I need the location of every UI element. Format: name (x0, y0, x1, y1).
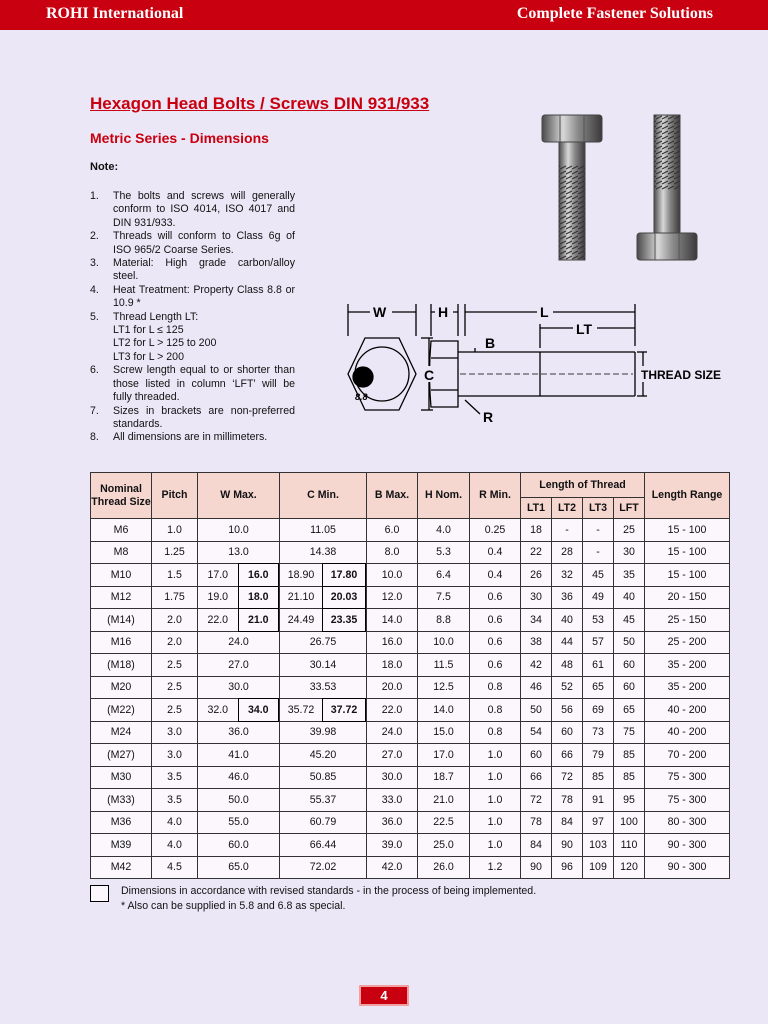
table-row (91, 811, 730, 834)
cell-size: M10 (91, 564, 152, 587)
dimensions-table (90, 472, 730, 879)
cell-h: 5.3 (418, 541, 470, 564)
drawing-label-l: L (540, 304, 549, 320)
cell-pitch: 2.5 (152, 654, 198, 677)
cell-pitch: 2.5 (152, 676, 198, 699)
cell-range: 15 - 100 (645, 519, 730, 542)
cell-r: 1.0 (470, 766, 521, 789)
note-text: Sizes in brackets are non-preferred standards. (113, 404, 295, 430)
revised-value: 21.0 (238, 608, 280, 632)
note-text: Threads will conform to Class 6g of ISO 965/2 Coarse Series. (113, 230, 295, 256)
cell-lt3: 73 (583, 721, 614, 744)
cell-size: M12 (91, 586, 152, 609)
cell-c: 26.75 (280, 631, 367, 654)
cell-w: 24.0 (198, 631, 280, 654)
cell-size: (M33) (91, 789, 152, 812)
table-row (91, 744, 730, 767)
cell-b: 18.0 (367, 654, 418, 677)
cell-lft: 85 (614, 744, 645, 767)
cell-c: 39.98 (280, 721, 367, 744)
cell-lt2: 60 (552, 721, 583, 744)
cell-lft: 75 (614, 721, 645, 744)
cell-range: 70 - 200 (645, 744, 730, 767)
cell-size: (M27) (91, 744, 152, 767)
cell-w: 36.0 (198, 721, 280, 744)
cell-r: 0.8 (470, 699, 521, 722)
header-w: W Max. (198, 473, 280, 519)
table-row (91, 699, 730, 722)
cell-lt1: 30 (521, 586, 552, 609)
cell-lt2: 44 (552, 631, 583, 654)
cell-b: 16.0 (367, 631, 418, 654)
old-value: 21.10 (287, 591, 315, 604)
cell-lft: 25 (614, 519, 645, 542)
cell-lt3: 69 (583, 699, 614, 722)
cell-h: 18.7 (418, 766, 470, 789)
cell-h: 17.0 (418, 744, 470, 767)
cell-c: 66.44 (280, 834, 367, 857)
cell-b: 36.0 (367, 811, 418, 834)
note-text: Thread Length LT: (113, 310, 199, 323)
cell-lt1: 60 (521, 744, 552, 767)
cell-lft: 45 (614, 609, 645, 632)
cell-lt3: 103 (583, 834, 614, 857)
company-tagline: Complete Fastener Solutions (516, 5, 713, 22)
table-row (91, 631, 730, 654)
cell-size: M30 (91, 766, 152, 789)
cell-h: 10.0 (418, 631, 470, 654)
bolt-photo (530, 110, 700, 265)
cell-r: 1.0 (470, 811, 521, 834)
cell-w: 46.0 (198, 766, 280, 789)
old-value: 24.49 (287, 613, 315, 626)
note-text: Screw length equal to or shorter than those listed in column ‘LFT’ will be fully threaded. (113, 364, 295, 404)
header-thread-length: Length of Thread (521, 473, 645, 498)
drawing-label-h: H (438, 304, 449, 320)
table-row (91, 519, 730, 542)
cell-range: 75 - 300 (645, 789, 730, 812)
cell-r: 0.8 (470, 676, 521, 699)
note-number: 2. (90, 230, 99, 243)
cell-lt1: 90 (521, 856, 552, 879)
cell-b: 39.0 (367, 834, 418, 857)
cell-pitch: 2.0 (152, 609, 198, 632)
cell-lft: 60 (614, 654, 645, 677)
cell-w: 10.0 (198, 519, 280, 542)
cell-range: 20 - 150 (645, 586, 730, 609)
cell-size: M6 (91, 519, 152, 542)
note-number: 3. (90, 257, 99, 270)
note-subitem: LT2 for L > 125 to 200 (113, 337, 217, 350)
cell-r: 0.25 (470, 519, 521, 542)
cell-pitch: 2.0 (152, 631, 198, 654)
drawing-label-c: C (424, 367, 435, 383)
cell-lt3: 79 (583, 744, 614, 767)
note-text: Material: High grade carbon/alloy steel. (113, 257, 295, 283)
cell-c: 30.14 (280, 654, 367, 677)
table-row (91, 721, 730, 744)
cell-lt2: 90 (552, 834, 583, 857)
header-lft: LFT (614, 498, 645, 519)
cell-b: 8.0 (367, 541, 418, 564)
cell-h: 4.0 (418, 519, 470, 542)
cell-pitch: 3.0 (152, 721, 198, 744)
cell-pitch: 4.5 (152, 856, 198, 879)
header-nominal: Nominal Thread Size (91, 473, 152, 519)
cell-size: M39 (91, 834, 152, 857)
page-number: 4 (359, 985, 409, 1006)
cell-w (198, 586, 280, 609)
revised-value: 16.0 (238, 563, 280, 587)
note-number: 6. (90, 364, 99, 377)
revised-value: 20.03 (322, 586, 366, 610)
cell-size: (M22) (91, 699, 152, 722)
cell-c (280, 564, 367, 587)
cell-r: 0.8 (470, 721, 521, 744)
cell-h: 7.5 (418, 586, 470, 609)
cell-h: 26.0 (418, 856, 470, 879)
cell-r: 0.6 (470, 586, 521, 609)
cell-lt2: 66 (552, 744, 583, 767)
cell-r: 1.2 (470, 856, 521, 879)
cell-lt1: 46 (521, 676, 552, 699)
cell-lft: 30 (614, 541, 645, 564)
cell-lt2: 40 (552, 609, 583, 632)
cell-lt3: 57 (583, 631, 614, 654)
header-h: H Nom. (418, 473, 470, 519)
cell-lt1: 22 (521, 541, 552, 564)
note-number: 4. (90, 283, 99, 296)
cell-b: 6.0 (367, 519, 418, 542)
cell-range: 25 - 200 (645, 631, 730, 654)
bolt-dimension-drawing (325, 296, 745, 431)
cell-lt2: 52 (552, 676, 583, 699)
cell-r: 0.4 (470, 541, 521, 564)
company-name: ROHI International (46, 5, 184, 22)
cell-c (280, 699, 367, 722)
cell-lft: 110 (614, 834, 645, 857)
cell-lft: 35 (614, 564, 645, 587)
cell-lt3: - (583, 541, 614, 564)
cell-lt2: 84 (552, 811, 583, 834)
note-item (90, 190, 295, 230)
drawing-label-b: B (485, 335, 496, 351)
note-text: Heat Treatment: Property Class 8.8 or 10.9 * (113, 283, 295, 310)
cell-lft: 40 (614, 586, 645, 609)
cell-lt1: 50 (521, 699, 552, 722)
cell-pitch: 1.75 (152, 586, 198, 609)
header-lt1: LT1 (521, 498, 552, 519)
cell-pitch: 2.5 (152, 699, 198, 722)
cell-range: 15 - 100 (645, 564, 730, 587)
cell-w: 27.0 (198, 654, 280, 677)
cell-size: (M18) (91, 654, 152, 677)
cell-lft: 50 (614, 631, 645, 654)
page-title: Hexagon Head Bolts / Screws DIN 931/933 (90, 94, 430, 113)
cell-lt3: 85 (583, 766, 614, 789)
cell-w (198, 699, 280, 722)
old-value: 19.0 (207, 591, 229, 604)
cell-lft: 120 (614, 856, 645, 879)
cell-h: 11.5 (418, 654, 470, 677)
note-item (90, 405, 295, 432)
cell-b: 20.0 (367, 676, 418, 699)
cell-c (280, 586, 367, 609)
cell-b: 42.0 (367, 856, 418, 879)
cell-w: 50.0 (198, 789, 280, 812)
cell-lt1: 54 (521, 721, 552, 744)
revised-value: 23.35 (322, 608, 366, 632)
cell-c: 72.02 (280, 856, 367, 879)
cell-range: 25 - 150 (645, 609, 730, 632)
cell-pitch: 4.0 (152, 811, 198, 834)
cell-h: 25.0 (418, 834, 470, 857)
table-row (91, 609, 730, 632)
note-text: The bolts and screws will generally conform to ISO 4014, ISO 4017 and DIN 931/933. (113, 190, 295, 229)
cell-r: 1.0 (470, 834, 521, 857)
cell-c: 11.05 (280, 519, 367, 542)
old-value: 35.72 (287, 703, 315, 716)
notes-list (90, 190, 295, 445)
cell-size: M16 (91, 631, 152, 654)
legend-text: Dimensions in accordance with revised standards - in the process of being implemented. (121, 885, 537, 897)
header-lt3: LT3 (583, 498, 614, 519)
cell-lft: 95 (614, 789, 645, 812)
note-number: 5. (90, 310, 99, 323)
note-number: 8. (90, 431, 99, 444)
cell-lt3: 109 (583, 856, 614, 879)
cell-r: 1.0 (470, 789, 521, 812)
cell-size: M42 (91, 856, 152, 879)
cell-w: 60.0 (198, 834, 280, 857)
cell-lt1: 72 (521, 789, 552, 812)
cell-h: 22.5 (418, 811, 470, 834)
cell-b: 33.0 (367, 789, 418, 812)
revised-value: 37.72 (322, 698, 366, 722)
cell-w: 13.0 (198, 541, 280, 564)
cell-b: 10.0 (367, 564, 418, 587)
cell-lt1: 26 (521, 564, 552, 587)
note-item (90, 364, 295, 404)
legend-box (90, 885, 109, 902)
cell-c: 50.85 (280, 766, 367, 789)
old-value: 22.0 (207, 613, 229, 626)
cell-lt2: 56 (552, 699, 583, 722)
table-row (91, 541, 730, 564)
cell-lt3: 65 (583, 676, 614, 699)
table-row (91, 789, 730, 812)
cell-w: 30.0 (198, 676, 280, 699)
note-text: All dimensions are in millimeters. (113, 431, 268, 444)
cell-lt1: 18 (521, 519, 552, 542)
revised-value: 18.0 (238, 586, 280, 610)
table-row (91, 856, 730, 879)
drawing-label-thread: THREAD SIZE (641, 368, 722, 382)
cell-b: 24.0 (367, 721, 418, 744)
cell-c: 14.38 (280, 541, 367, 564)
drawing-label-lt: LT (576, 321, 593, 337)
cell-h: 21.0 (418, 789, 470, 812)
old-value: 18.90 (287, 568, 315, 581)
cell-w (198, 609, 280, 632)
cell-b: 27.0 (367, 744, 418, 767)
cell-c: 55.37 (280, 789, 367, 812)
cell-w (198, 564, 280, 587)
revised-value: 17.80 (322, 563, 366, 587)
table-row (91, 564, 730, 587)
cell-range: 15 - 100 (645, 541, 730, 564)
note-item (90, 257, 295, 284)
cell-c (280, 609, 367, 632)
note-subitem: LT3 for L > 200 (113, 350, 184, 363)
table-row (91, 586, 730, 609)
cell-range: 90 - 300 (645, 856, 730, 879)
cell-lft: 65 (614, 699, 645, 722)
cell-lt2: 96 (552, 856, 583, 879)
cell-b: 14.0 (367, 609, 418, 632)
cell-r: 0.6 (470, 654, 521, 677)
cell-lt3: 49 (583, 586, 614, 609)
cell-lt2: 78 (552, 789, 583, 812)
cell-w: 41.0 (198, 744, 280, 767)
cell-c: 60.79 (280, 811, 367, 834)
note-item (90, 284, 295, 311)
cell-lt1: 84 (521, 834, 552, 857)
cell-lt3: - (583, 519, 614, 542)
table-row (91, 766, 730, 789)
note-number: 7. (90, 404, 99, 417)
cell-lt2: 72 (552, 766, 583, 789)
cell-range: 75 - 300 (645, 766, 730, 789)
cell-r: 0.4 (470, 564, 521, 587)
cell-lft: 100 (614, 811, 645, 834)
note-subitem: LT1 for L ≤ 125 (113, 324, 184, 337)
cell-lt2: 28 (552, 541, 583, 564)
cell-pitch: 3.5 (152, 789, 198, 812)
page-subtitle: Metric Series - Dimensions (90, 130, 269, 146)
header-c: C Min. (280, 473, 367, 519)
cell-pitch: 3.0 (152, 744, 198, 767)
cell-range: 35 - 200 (645, 654, 730, 677)
cell-r: 0.6 (470, 631, 521, 654)
note-item (90, 311, 295, 365)
cell-size: M8 (91, 541, 152, 564)
drawing-label-grade: 8.8 (355, 392, 368, 402)
table-row (91, 676, 730, 699)
header-b: B Max. (367, 473, 418, 519)
cell-lt3: 97 (583, 811, 614, 834)
drawing-label-w: W (373, 304, 387, 320)
cell-h: 12.5 (418, 676, 470, 699)
cell-range: 35 - 200 (645, 676, 730, 699)
cell-size: (M14) (91, 609, 152, 632)
drawing-label-r: R (483, 409, 494, 425)
cell-b: 22.0 (367, 699, 418, 722)
cell-lt1: 34 (521, 609, 552, 632)
cell-b: 12.0 (367, 586, 418, 609)
table-row (91, 834, 730, 857)
note-item (90, 431, 295, 444)
old-value: 17.0 (207, 568, 229, 581)
header-length-range: Length Range (645, 473, 730, 519)
cell-size: M36 (91, 811, 152, 834)
header-pitch: Pitch (152, 473, 198, 519)
note-heading: Note: (90, 161, 119, 173)
cell-lt2: 36 (552, 586, 583, 609)
cell-b: 30.0 (367, 766, 418, 789)
cell-h: 8.8 (418, 609, 470, 632)
old-value: 32.0 (207, 703, 229, 716)
cell-lt2: 32 (552, 564, 583, 587)
cell-size: M24 (91, 721, 152, 744)
cell-lt1: 42 (521, 654, 552, 677)
cell-lt3: 91 (583, 789, 614, 812)
cell-lt1: 78 (521, 811, 552, 834)
note-item (90, 230, 295, 257)
header-r: R Min. (470, 473, 521, 519)
cell-lt2: - (552, 519, 583, 542)
cell-lt1: 66 (521, 766, 552, 789)
note-number: 1. (90, 190, 99, 202)
header-bar (0, 0, 768, 30)
cell-h: 15.0 (418, 721, 470, 744)
cell-range: 80 - 300 (645, 811, 730, 834)
cell-h: 14.0 (418, 699, 470, 722)
cell-lt1: 38 (521, 631, 552, 654)
cell-size: M20 (91, 676, 152, 699)
header-lt2: LT2 (552, 498, 583, 519)
cell-pitch: 4.0 (152, 834, 198, 857)
table-row (91, 654, 730, 677)
cell-lt2: 48 (552, 654, 583, 677)
special-footnote: * Also can be supplied in 5.8 and 6.8 as special. (121, 900, 346, 912)
cell-range: 40 - 200 (645, 699, 730, 722)
cell-w: 55.0 (198, 811, 280, 834)
cell-pitch: 3.5 (152, 766, 198, 789)
cell-c: 45.20 (280, 744, 367, 767)
cell-pitch: 1.25 (152, 541, 198, 564)
cell-lft: 85 (614, 766, 645, 789)
cell-h: 6.4 (418, 564, 470, 587)
cell-lft: 60 (614, 676, 645, 699)
cell-lt3: 61 (583, 654, 614, 677)
cell-c: 33.53 (280, 676, 367, 699)
cell-range: 90 - 300 (645, 834, 730, 857)
cell-pitch: 1.5 (152, 564, 198, 587)
cell-range: 40 - 200 (645, 721, 730, 744)
revised-value: 34.0 (238, 698, 280, 722)
cell-r: 1.0 (470, 744, 521, 767)
cell-pitch: 1.0 (152, 519, 198, 542)
cell-r: 0.6 (470, 609, 521, 632)
cell-w: 65.0 (198, 856, 280, 879)
cell-lt3: 53 (583, 609, 614, 632)
cell-lt3: 45 (583, 564, 614, 587)
